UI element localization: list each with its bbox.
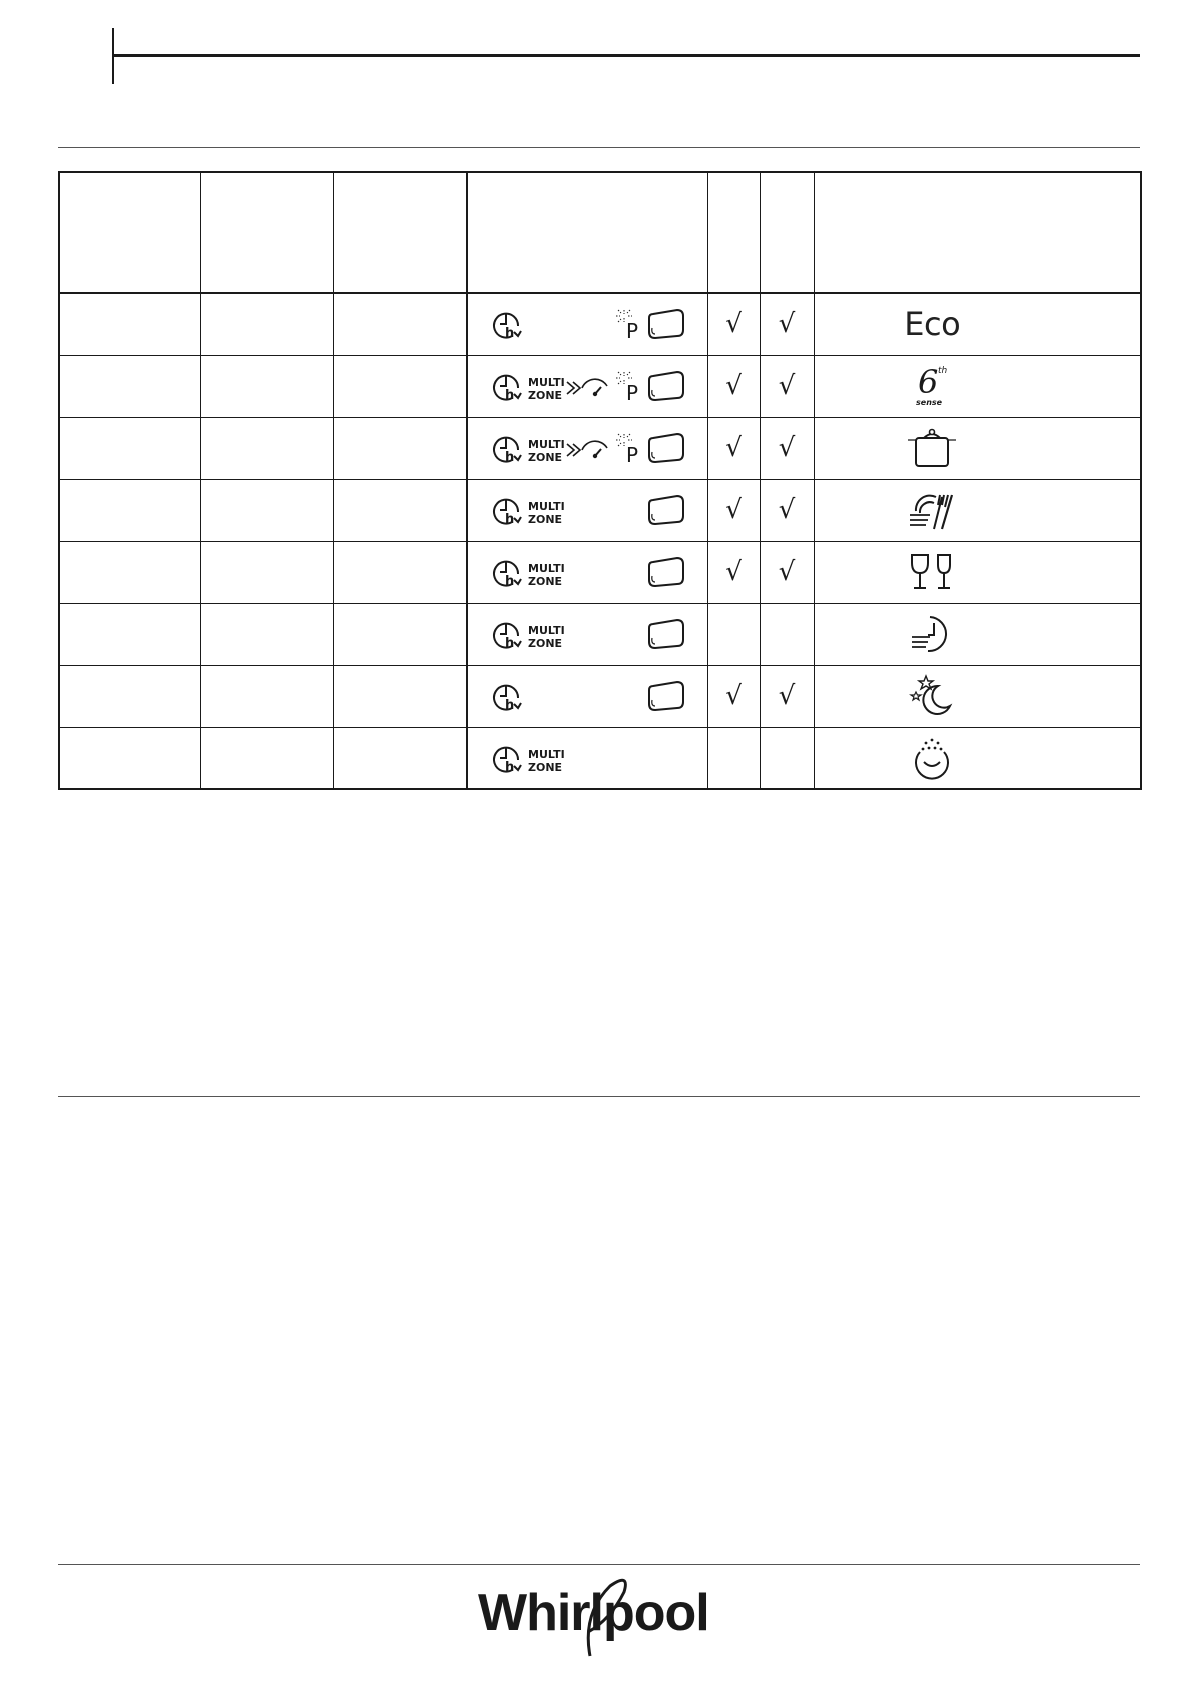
table-cell [333, 293, 467, 355]
svg-text:ZONE: ZONE [528, 760, 563, 773]
table-cell [59, 603, 200, 665]
eco-text-icon: Eco [904, 305, 961, 344]
check-a: √ [707, 541, 760, 603]
table-row [59, 479, 1141, 541]
table-cell [59, 355, 200, 417]
options-cell [467, 293, 707, 355]
header-cell-icon [814, 172, 1141, 293]
svg-text:Whirlpool: Whirlpool [478, 1584, 709, 1642]
svg-text:sense: sense [916, 398, 943, 407]
turbo-speedometer-icon [565, 436, 609, 460]
clock-hour-icon [492, 432, 524, 464]
whirlpool-logo [470, 1574, 720, 1658]
table-cell [333, 417, 467, 479]
table-cell [200, 417, 333, 479]
svg-text:MULTI: MULTI [528, 500, 565, 513]
check-a: √ [707, 417, 760, 479]
table-row [59, 293, 1141, 355]
svg-text:ZONE: ZONE [528, 637, 563, 649]
options-cell [467, 355, 707, 417]
table-row [59, 665, 1141, 727]
svg-text:h: h [505, 759, 515, 774]
svg-text:h: h [505, 450, 515, 464]
program-icon-cell [814, 541, 1141, 603]
clock-hour-icon [492, 618, 524, 650]
svg-text:ZONE: ZONE [528, 451, 563, 463]
prewash-icon [910, 736, 954, 780]
clock-hour-icon [492, 556, 524, 588]
check-b: √ [760, 355, 814, 417]
svg-text:th: th [938, 366, 948, 376]
program-icon-cell [814, 479, 1141, 541]
check-b: √ [760, 293, 814, 355]
sixth-sense-icon [912, 363, 952, 409]
table-header-row [59, 172, 1141, 293]
section-divider-middle [58, 1096, 1140, 1097]
table-cell [200, 727, 333, 789]
multizone-icon [528, 499, 568, 525]
svg-text:h: h [505, 326, 515, 341]
check-a: √ [707, 479, 760, 541]
program-icon-cell [814, 603, 1141, 665]
plates-cutlery-icon [908, 489, 956, 531]
header-cell-options [467, 172, 707, 293]
options-cell [467, 727, 707, 789]
tablet-icon [647, 556, 685, 588]
svg-text:MULTI: MULTI [528, 438, 565, 451]
tablet-icon [647, 370, 685, 402]
table-cell [200, 355, 333, 417]
check-a: √ [707, 293, 760, 355]
check-a [707, 603, 760, 665]
options-cell [467, 479, 707, 541]
table-cell [333, 603, 467, 665]
svg-text:MULTI: MULTI [528, 624, 565, 637]
table-cell [333, 541, 467, 603]
table-cell [200, 293, 333, 355]
table-cell [59, 541, 200, 603]
header-cell-col3 [333, 172, 467, 293]
pot-icon [906, 426, 958, 470]
table-row [59, 603, 1141, 665]
rapid-clock-icon [908, 613, 956, 655]
check-b [760, 603, 814, 665]
clock-hour-icon [492, 494, 524, 526]
clock-hour-icon [492, 308, 524, 340]
svg-text:MULTI: MULTI [528, 562, 565, 575]
program-icon-cell [814, 293, 1141, 355]
check-a: √ [707, 355, 760, 417]
tablet-icon [647, 680, 685, 712]
multizone-icon [528, 561, 568, 587]
clock-hour-icon [492, 680, 524, 712]
table-row [59, 417, 1141, 479]
multizone-icon [528, 375, 568, 401]
program-icon-cell [814, 665, 1141, 727]
options-cell [467, 417, 707, 479]
multizone-icon [528, 747, 568, 773]
multizone-icon [528, 623, 568, 649]
svg-text:ZONE: ZONE [528, 389, 563, 401]
tablet-icon [647, 618, 685, 650]
table-row [59, 541, 1141, 603]
turbo-speedometer-icon [565, 374, 609, 398]
svg-text:h: h [505, 512, 515, 526]
svg-text:MULTI: MULTI [528, 376, 565, 389]
check-b: √ [760, 417, 814, 479]
header-cell-col2 [200, 172, 333, 293]
check-b: √ [760, 541, 814, 603]
table-cell [59, 665, 200, 727]
table-row [59, 355, 1141, 417]
check-a: √ [707, 665, 760, 727]
options-cell [467, 541, 707, 603]
svg-text:h: h [505, 698, 515, 712]
options-cell [467, 603, 707, 665]
table-cell [333, 355, 467, 417]
moon-stars-icon [908, 674, 956, 718]
table-cell [200, 603, 333, 665]
powerclean-sparkle-icon [614, 432, 644, 464]
table-cell [59, 293, 200, 355]
svg-text:6: 6 [918, 363, 939, 401]
svg-text:h: h [505, 574, 515, 588]
powerclean-sparkle-icon [614, 370, 644, 402]
table-cell [59, 727, 200, 789]
header-cell-check-b [760, 172, 814, 293]
table-cell [200, 479, 333, 541]
table-cell [333, 479, 467, 541]
clock-hour-icon [492, 370, 524, 402]
table-cell [59, 417, 200, 479]
options-cell [467, 665, 707, 727]
svg-text:h: h [505, 636, 515, 650]
program-icon-cell [814, 355, 1141, 417]
table-cell [333, 727, 467, 789]
svg-text:MULTI: MULTI [528, 747, 565, 761]
clock-hour-icon [492, 742, 524, 774]
tablet-icon [647, 308, 685, 340]
check-a [707, 727, 760, 789]
table-cell [59, 479, 200, 541]
svg-text:ZONE: ZONE [528, 575, 563, 587]
tablet-icon [647, 432, 685, 464]
check-b [760, 727, 814, 789]
section-divider-top [58, 147, 1140, 148]
header-cell-program [59, 172, 200, 293]
check-b: √ [760, 665, 814, 727]
tablet-icon [647, 494, 685, 526]
svg-text:h: h [505, 388, 515, 402]
header-rule [112, 54, 1140, 57]
table-row [59, 727, 1141, 789]
wine-glasses-icon [908, 551, 956, 593]
powerclean-sparkle-icon [614, 308, 644, 340]
footer-rule [58, 1564, 1140, 1565]
multizone-icon [528, 437, 568, 463]
svg-text:ZONE: ZONE [528, 513, 563, 525]
programs-table [58, 171, 1142, 790]
program-icon-cell [814, 727, 1141, 789]
header-cell-check-a [707, 172, 760, 293]
program-icon-cell [814, 417, 1141, 479]
table-cell [333, 665, 467, 727]
table-cell [200, 665, 333, 727]
check-b: √ [760, 479, 814, 541]
table-cell [200, 541, 333, 603]
